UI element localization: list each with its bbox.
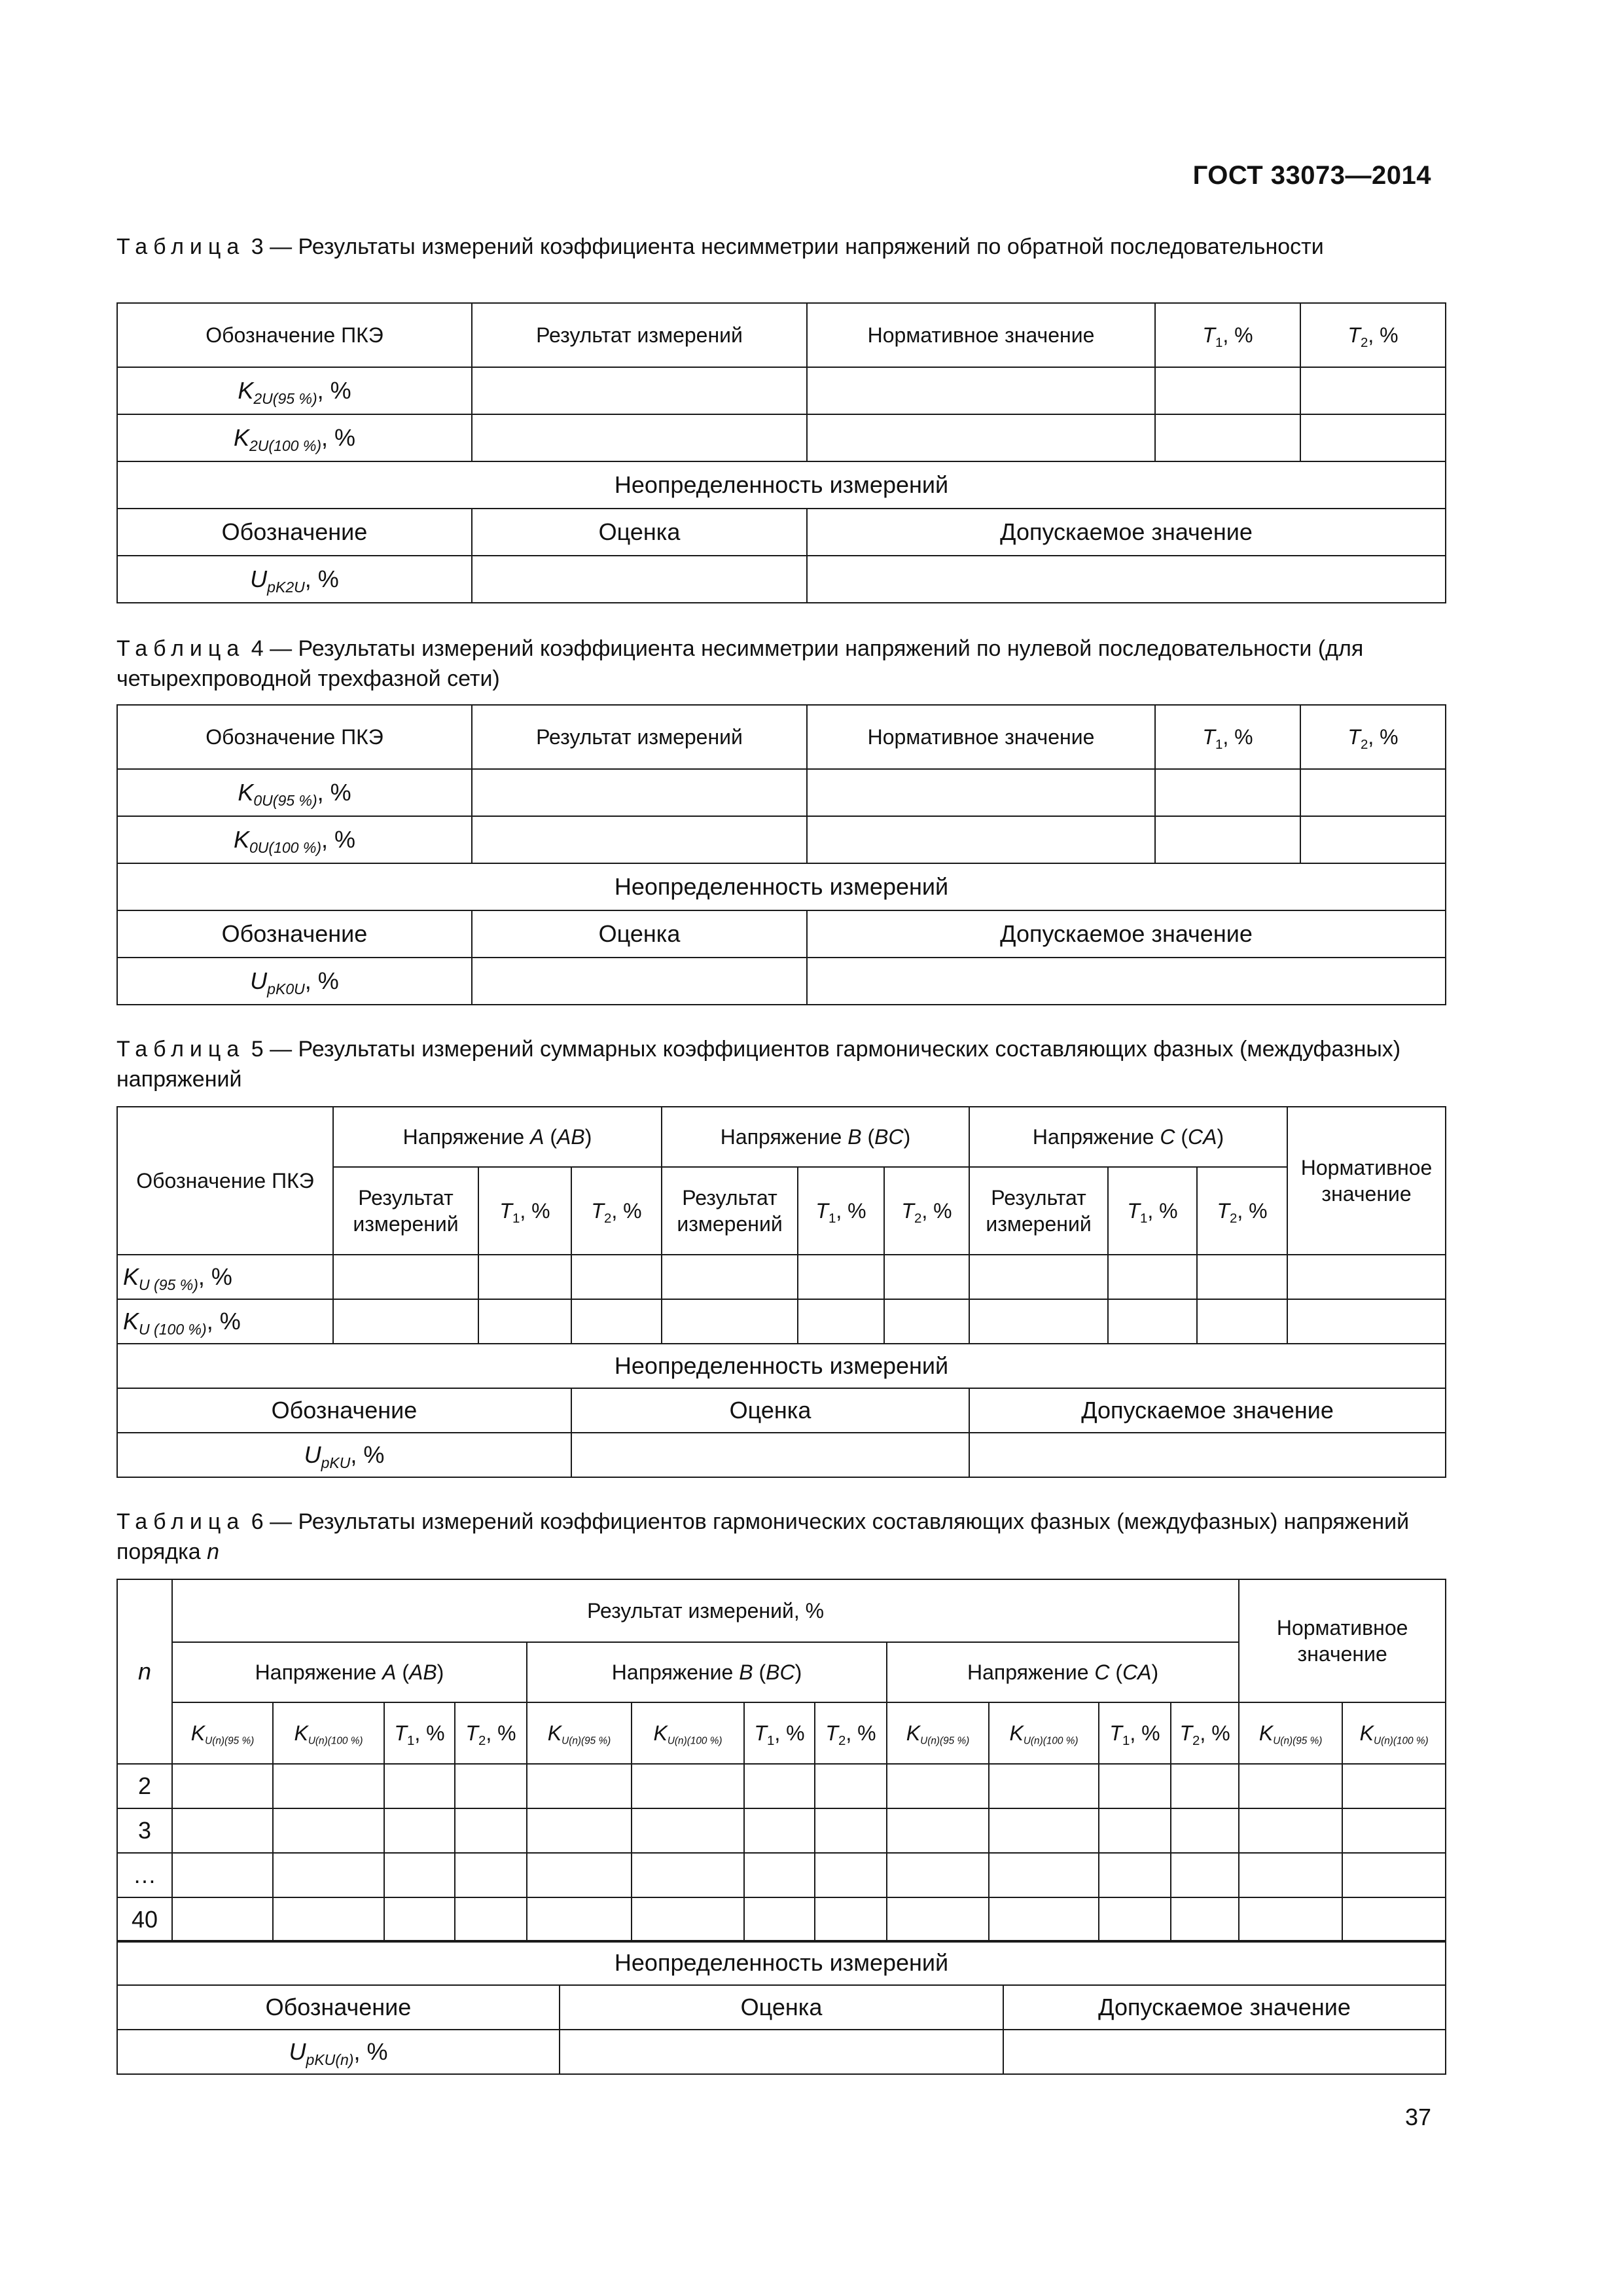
table3-unc-symbol: $U_{pK2U}$, %	[117, 556, 472, 603]
table-cell	[333, 1255, 478, 1299]
table-cell	[807, 367, 1155, 414]
table3-unc-designation: Обозначение	[117, 509, 472, 556]
table5-header-voltage-a: Напряжение A (AB)	[333, 1107, 662, 1167]
table-cell	[384, 1853, 455, 1897]
table-cell	[887, 1853, 989, 1897]
table-cell	[807, 556, 1446, 603]
table4-row-symbol: $K_{0U(100 \%)}$, %	[117, 816, 472, 863]
table4-uncertainty-title: Неопределенность измерений	[117, 863, 1446, 910]
table5-caption-text: 5 — Результаты измерений суммарных коэффициентов гармонических составляющих фазных (междуфазных) напряжений	[116, 1037, 1401, 1092]
table-cell	[807, 769, 1155, 816]
table-cell	[172, 1853, 273, 1897]
table3-row-symbol: $K_{2U(100 \%)}$, %	[117, 414, 472, 461]
table-cell	[1155, 816, 1300, 863]
table-cell	[455, 1897, 527, 1942]
table6-header-voltage-c: Напряжение C (CA)	[887, 1642, 1239, 1702]
table5-row-symbol: $K_{U (100 \%)}$, %	[117, 1299, 333, 1344]
table-cell	[815, 1853, 887, 1897]
table6	[116, 1579, 1446, 1943]
table-cell	[1300, 816, 1446, 863]
table6-header-k100-b: $K_{U(n)(100 \%)}$	[632, 1702, 744, 1764]
table5-header-t2-c: $T_2$, %	[1197, 1167, 1287, 1255]
table-cell	[744, 1897, 815, 1942]
table3-header-t2: $T_2$, %	[1300, 303, 1446, 367]
table-cell	[1099, 1853, 1171, 1897]
table-cell	[1300, 769, 1446, 816]
table-cell	[815, 1808, 887, 1853]
table-cell	[273, 1853, 384, 1897]
table4-row-symbol: $K_{0U(95 \%)}$, %	[117, 769, 472, 816]
table-cell	[969, 1255, 1108, 1299]
table-cell	[1197, 1255, 1287, 1299]
table-cell	[527, 1897, 632, 1942]
table6-unc-designation: Обозначение	[117, 1985, 560, 2030]
table3-unc-allowed: Допускаемое значение	[807, 509, 1446, 556]
table-cell	[455, 1808, 527, 1853]
table-cell	[527, 1853, 632, 1897]
table6-uncertainty	[116, 1940, 1446, 2075]
table-cell	[632, 1764, 744, 1808]
table3-lead: Таблица	[116, 234, 245, 259]
table-cell	[472, 556, 807, 603]
table3-caption	[116, 232, 1445, 262]
table6-row-n: 3	[117, 1808, 172, 1853]
table-cell	[1171, 1764, 1239, 1808]
table6-header-t1-a: $T_1$, %	[384, 1702, 455, 1764]
table6-header-k95-b: $K_{U(n)(95 \%)}$	[527, 1702, 632, 1764]
table6-header-k95-a: $K_{U(n)(95 \%)}$	[172, 1702, 273, 1764]
table5-header-norm: Нормативное значение	[1287, 1107, 1446, 1255]
table-cell	[273, 1808, 384, 1853]
table6-header-n: n	[117, 1579, 172, 1764]
table5-header-t1-b: $T_1$, %	[798, 1167, 884, 1255]
table-cell	[1342, 1897, 1446, 1942]
table-cell	[744, 1764, 815, 1808]
table4	[116, 704, 1446, 1005]
table6-unc-allowed: Допускаемое значение	[1003, 1985, 1446, 2030]
table4-unc-allowed: Допускаемое значение	[807, 910, 1446, 958]
table-cell	[798, 1255, 884, 1299]
table-cell	[1171, 1808, 1239, 1853]
table-cell	[478, 1255, 571, 1299]
table-cell	[887, 1808, 989, 1853]
table-cell	[333, 1299, 478, 1344]
table5-caption	[116, 1034, 1445, 1094]
table5-header-result-b: Результат измерений	[662, 1167, 798, 1255]
table4-header-t1: $T_1$, %	[1155, 705, 1300, 769]
table-cell	[1099, 1764, 1171, 1808]
table-cell	[455, 1853, 527, 1897]
table6-row-n: …	[117, 1853, 172, 1897]
table5-header-result-a: Результат измерений	[333, 1167, 478, 1255]
table6-header-t1-b: $T_1$, %	[744, 1702, 815, 1764]
table4-unc-designation: Обозначение	[117, 910, 472, 958]
table5-header-voltage-b: Напряжение B (BC)	[662, 1107, 969, 1167]
table-cell	[815, 1764, 887, 1808]
table-cell	[969, 1433, 1446, 1477]
table-cell	[560, 2030, 1003, 2074]
table-cell	[1300, 414, 1446, 461]
table3-header-t1: $T_1$, %	[1155, 303, 1300, 367]
table3	[116, 302, 1446, 603]
table-cell	[384, 1897, 455, 1942]
table4-header-result: Результат измерений	[472, 705, 807, 769]
table5-header-designation: Обозначение ПКЭ	[117, 1107, 333, 1255]
table4-header-norm: Нормативное значение	[807, 705, 1155, 769]
table-cell	[172, 1764, 273, 1808]
table6-header-norm: Нормативное значение	[1239, 1579, 1446, 1702]
table-cell	[1171, 1897, 1239, 1942]
table-cell	[273, 1764, 384, 1808]
table4-header-t2: $T_2$, %	[1300, 705, 1446, 769]
table-cell	[571, 1433, 969, 1477]
table6-header-k100-c: $K_{U(n)(100 \%)}$	[989, 1702, 1099, 1764]
table-cell	[1342, 1808, 1446, 1853]
table-cell	[887, 1764, 989, 1808]
table3-row-symbol: $K_{2U(95 \%)}$, %	[117, 367, 472, 414]
table-cell	[273, 1897, 384, 1942]
table6-header-t2-c: $T_2$, %	[1171, 1702, 1239, 1764]
table-cell	[1003, 2030, 1446, 2074]
table-cell	[1239, 1764, 1342, 1808]
table6-header-t2-b: $T_2$, %	[815, 1702, 887, 1764]
table-cell	[1171, 1853, 1239, 1897]
table5-header-t2-a: $T_2$, %	[571, 1167, 662, 1255]
table3-header-result: Результат измерений	[472, 303, 807, 367]
table-cell	[1287, 1255, 1446, 1299]
table-cell	[172, 1808, 273, 1853]
table-cell	[1108, 1255, 1197, 1299]
table6-caption	[116, 1507, 1445, 1567]
table5-unc-allowed: Допускаемое значение	[969, 1388, 1446, 1433]
table-cell	[1155, 414, 1300, 461]
table-cell	[455, 1764, 527, 1808]
table-cell	[1197, 1299, 1287, 1344]
table4-unc-estimate: Оценка	[472, 910, 807, 958]
table-cell	[807, 816, 1155, 863]
table-cell	[807, 958, 1446, 1005]
table6-header-k95-c: $K_{U(n)(95 \%)}$	[887, 1702, 989, 1764]
table-cell	[384, 1764, 455, 1808]
table3-unc-estimate: Оценка	[472, 509, 807, 556]
table-cell	[1342, 1764, 1446, 1808]
table-cell	[1155, 769, 1300, 816]
table4-caption-text: 4 — Результаты измерений коэффициента несимметрии напряжений по нулевой последовательности (для четырехпроводной трехфазной сети)	[116, 636, 1364, 691]
table-cell	[1342, 1853, 1446, 1897]
table-cell	[807, 414, 1155, 461]
table-cell	[527, 1764, 632, 1808]
table6-header-k95-norm: $K_{U(n)(95 \%)}$	[1239, 1702, 1342, 1764]
table5-uncertainty-title: Неопределенность измерений	[117, 1344, 1446, 1388]
table-cell	[478, 1299, 571, 1344]
table-cell	[1239, 1897, 1342, 1942]
table-cell	[472, 958, 807, 1005]
table6-caption-text: 6 — Результаты измерений коэффициентов гармонических составляющих фазных (междуфазных) напряжений порядка	[116, 1509, 1410, 1564]
table5	[116, 1106, 1446, 1478]
table5-header-t1-c: $T_1$, %	[1108, 1167, 1197, 1255]
table6-row-n: 40	[117, 1897, 172, 1942]
table-cell	[989, 1764, 1099, 1808]
table5-unc-estimate: Оценка	[571, 1388, 969, 1433]
table5-header-t1-a: $T_1$, %	[478, 1167, 571, 1255]
table5-header-t2-b: $T_2$, %	[884, 1167, 969, 1255]
table-cell	[472, 816, 807, 863]
table-cell	[887, 1897, 989, 1942]
table4-caption	[116, 634, 1445, 694]
table5-unc-designation: Обозначение	[117, 1388, 571, 1433]
document-code: ГОСТ 33073—2014	[1192, 161, 1431, 190]
table6-header-k100-a: $K_{U(n)(100 \%)}$	[273, 1702, 384, 1764]
table-cell	[744, 1808, 815, 1853]
table6-header-voltage-a: Напряжение A (AB)	[172, 1642, 527, 1702]
table6-header-voltage-b: Напряжение B (BC)	[527, 1642, 887, 1702]
table-cell	[1287, 1299, 1446, 1344]
table-cell	[1099, 1808, 1171, 1853]
table5-header-result-c: Результат измерений	[969, 1167, 1108, 1255]
table3-header-norm: Нормативное значение	[807, 303, 1155, 367]
table5-unc-symbol: $U_{pKU}$, %	[117, 1433, 571, 1477]
table3-caption-text: 3 — Результаты измерений коэффициента несимметрии напряжений по обратной последовательности	[245, 234, 1324, 259]
table-cell	[744, 1853, 815, 1897]
table5-lead: Таблица	[116, 1037, 245, 1062]
table-cell	[662, 1299, 798, 1344]
table-cell	[989, 1808, 1099, 1853]
table-cell	[1239, 1853, 1342, 1897]
table4-unc-symbol: $U_{pK0U}$, %	[117, 958, 472, 1005]
table-cell	[1239, 1808, 1342, 1853]
table6-caption-n: n	[207, 1539, 219, 1564]
table-cell	[969, 1299, 1108, 1344]
table-cell	[632, 1897, 744, 1942]
table5-header-voltage-c: Напряжение C (CA)	[969, 1107, 1287, 1167]
table-cell	[172, 1897, 273, 1942]
table-cell	[1099, 1897, 1171, 1942]
table-cell	[1300, 367, 1446, 414]
page-number: 37	[1404, 2104, 1431, 2130]
table-cell	[384, 1808, 455, 1853]
table6-row-n: 2	[117, 1764, 172, 1808]
table-cell	[989, 1897, 1099, 1942]
table-cell	[632, 1808, 744, 1853]
table-cell	[1108, 1299, 1197, 1344]
table-cell	[472, 367, 807, 414]
table-cell	[884, 1299, 969, 1344]
table4-lead: Таблица	[116, 636, 245, 661]
table6-header-t1-c: $T_1$, %	[1099, 1702, 1171, 1764]
table4-header-designation: Обозначение ПКЭ	[117, 705, 472, 769]
table3-uncertainty-title: Неопределенность измерений	[117, 461, 1446, 509]
table-cell	[884, 1255, 969, 1299]
table-cell	[472, 769, 807, 816]
table-cell	[798, 1299, 884, 1344]
table6-lead: Таблица	[116, 1509, 245, 1534]
table-cell	[989, 1853, 1099, 1897]
table6-header-t2-a: $T_2$, %	[455, 1702, 527, 1764]
table6-unc-symbol: $U_{pKU(n)}$, %	[117, 2030, 560, 2074]
table6-header-result: Результат измерений, %	[172, 1579, 1239, 1642]
table-cell	[632, 1853, 744, 1897]
table-cell	[571, 1299, 662, 1344]
table-cell	[815, 1897, 887, 1942]
table5-row-symbol: $K_{U (95 \%)}$, %	[117, 1255, 333, 1299]
table3-header-designation: Обозначение ПКЭ	[117, 303, 472, 367]
table6-uncertainty-title: Неопределенность измерений	[117, 1941, 1446, 1985]
table-cell	[472, 414, 807, 461]
table6-header-k100-norm: $K_{U(n)(100 \%)}$	[1342, 1702, 1446, 1764]
table-cell	[662, 1255, 798, 1299]
table-cell	[527, 1808, 632, 1853]
table-cell	[1155, 367, 1300, 414]
table6-unc-estimate: Оценка	[560, 1985, 1003, 2030]
table-cell	[571, 1255, 662, 1299]
